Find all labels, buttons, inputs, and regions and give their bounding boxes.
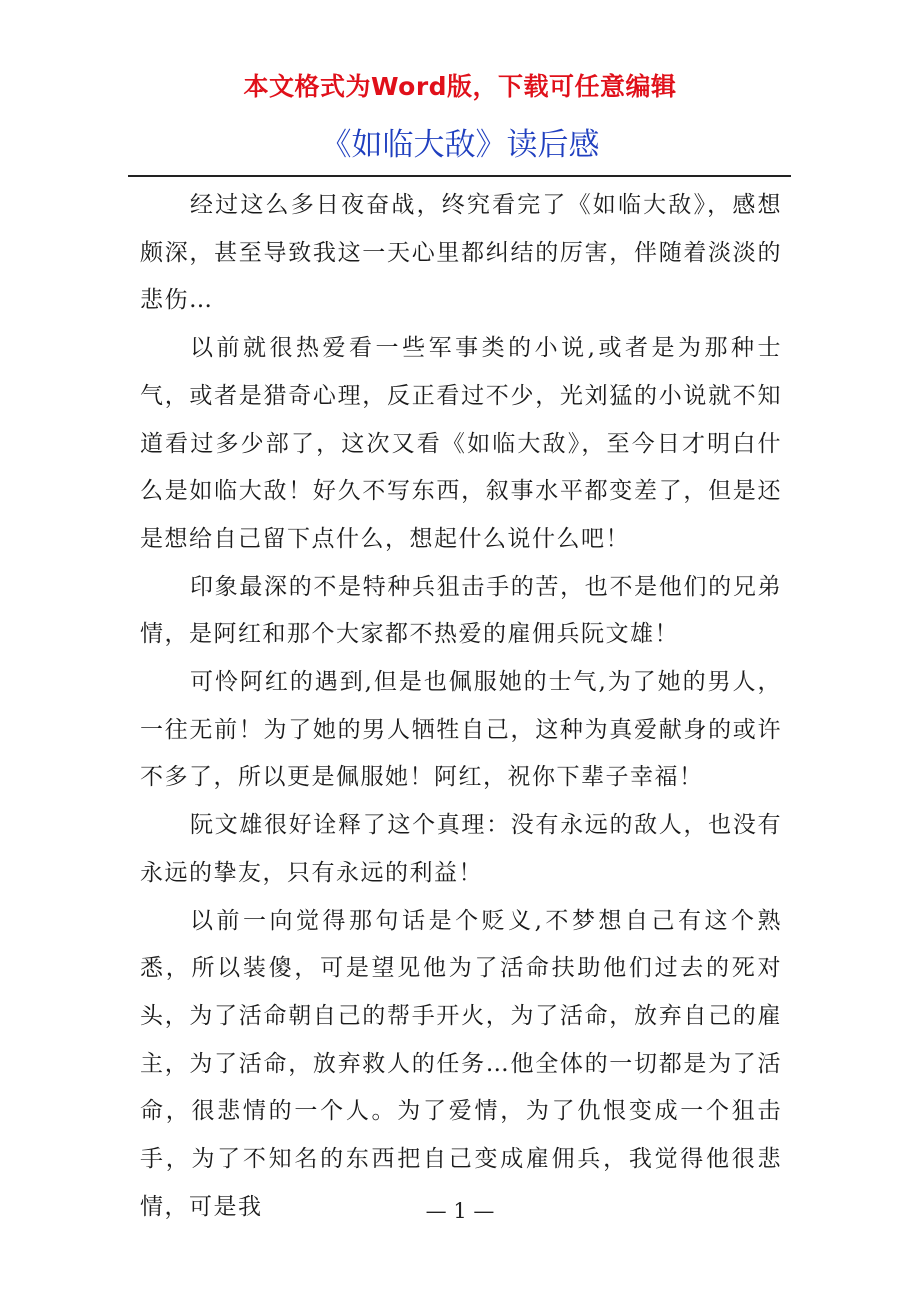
paragraph: 以前就很热爱看一些军事类的小说,或者是为那种士气，或者是猎奇心理，反正看过不少，光刘猛的小说就不知道看过多少部了，这次又看《如临大敌》，至今日才明白什么是如临大敌！好久不写东西，叙事水平都变差了，但是还是想给自己留下点什么，想起什么说什么吧！ [140, 335, 782, 552]
document-title: 《如临大敌》读后感 [320, 127, 600, 163]
paragraph: 经过这么多日夜奋战，终究看完了《如临大敌》，感想颇深，甚至导致我这一天心里都纠结的厉害，伴随着淡淡的悲伤… [140, 192, 782, 314]
document-body [140, 182, 782, 1231]
download-banner: 本文格式为Word版，下载可任意编辑 [243, 72, 677, 101]
paragraph: 可怜阿红的遇到,但是也佩服她的士气,为了她的男人，一往无前！为了她的男人牺牲自己，这种为真爱献身的或许不多了，所以更是佩服她！阿红，祝你下辈子幸福！ [140, 669, 782, 791]
title-divider [128, 175, 791, 177]
page-number: — 1 — [425, 1199, 495, 1223]
paragraph: 以前一向觉得那句话是个贬义,不梦想自己有这个熟悉，所以装傻，可是望见他为了活命扶助他们过去的死对头，为了活命朝自己的帮手开火，为了活命，放弃自己的雇主，为了活命，放弃救人的任务…他全体的一切都是为了活命，很悲情的一个人。为了爱情，为了仇恨变成一个狙击手，为了不知名的东西把自己变成雇佣兵，我觉得他很悲情，可是我 [140, 907, 782, 1220]
paragraph: 印象最深的不是特种兵狙击手的苦，也不是他们的兄弟情，是阿红和那个大家都不热爱的雇佣兵阮文雄！ [140, 573, 782, 648]
paragraph: 阮文雄很好诠释了这个真理：没有永远的敌人，也没有永远的挚友，只有永远的利益！ [140, 812, 782, 886]
